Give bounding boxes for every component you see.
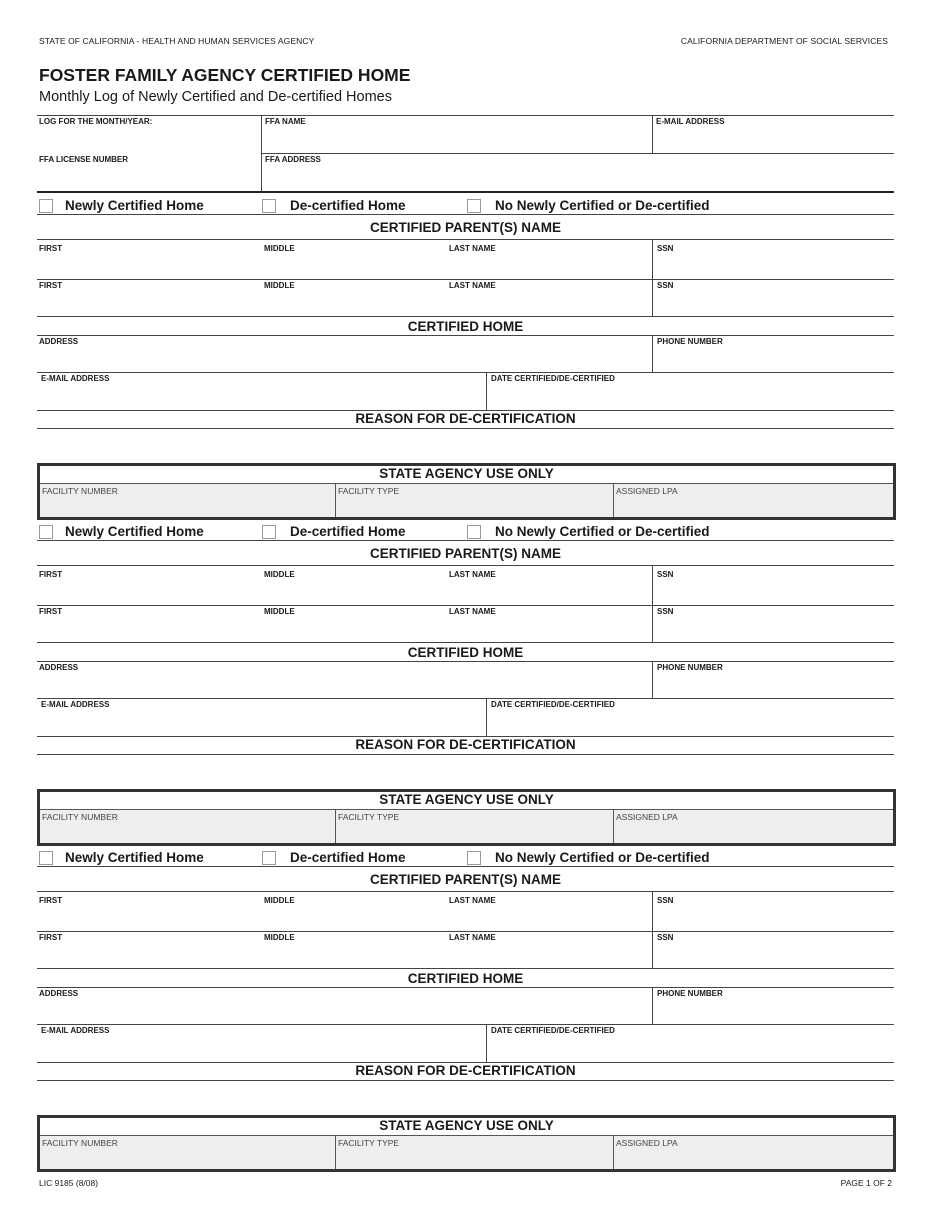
facility-number-label: FACILITY NUMBER <box>42 486 118 496</box>
home-phone-field[interactable]: PHONE NUMBER <box>657 989 723 998</box>
parent-last-name-field[interactable]: LAST NAME <box>449 281 496 290</box>
divider <box>37 987 894 988</box>
form-title: FOSTER FAMILY AGENCY CERTIFIED HOME <box>39 65 411 85</box>
facility-type-label: FACILITY TYPE <box>338 812 400 822</box>
parent-middle-name-field[interactable]: MIDDLE <box>264 244 295 253</box>
state-agency-box <box>37 1115 896 1172</box>
divider <box>37 372 894 373</box>
facility-number-field[interactable] <box>40 810 335 843</box>
parents-section-title: CERTIFIED PARENT(S) NAME <box>370 220 561 235</box>
no-change-label: No Newly Certified or De-certified <box>495 198 710 213</box>
divider <box>37 931 894 932</box>
newly-certified-label: Newly Certified Home <box>65 198 204 213</box>
divider <box>652 661 653 699</box>
reason-section-title: REASON FOR DE-CERTIFICATION <box>355 737 576 752</box>
divider <box>486 1024 487 1062</box>
state-agency-title: STATE AGENCY USE ONLY <box>379 1118 554 1133</box>
agency-name: STATE OF CALIFORNIA - HEALTH AND HUMAN SERVICES AGENCY <box>39 36 315 46</box>
no-change-checkbox[interactable] <box>467 851 481 865</box>
reason-field-rule[interactable] <box>37 754 894 755</box>
parent-middle-name-field[interactable]: MIDDLE <box>264 607 295 616</box>
divider <box>652 987 653 1025</box>
divider <box>486 372 487 410</box>
divider <box>37 1024 894 1025</box>
home-email-field[interactable]: E-MAIL ADDRESS <box>41 700 110 709</box>
parent-last-name-field[interactable]: LAST NAME <box>449 607 496 616</box>
newly-certified-checkbox[interactable] <box>39 199 53 213</box>
divider <box>652 115 653 154</box>
divider <box>37 605 894 606</box>
newly-certified-label: Newly Certified Home <box>65 524 204 539</box>
state-agency-title: STATE AGENCY USE ONLY <box>379 792 554 807</box>
divider <box>37 191 894 193</box>
reason-section-title: REASON FOR DE-CERTIFICATION <box>355 1063 576 1078</box>
parent-last-name-field[interactable]: LAST NAME <box>449 244 496 253</box>
divider <box>37 866 894 867</box>
assigned-lpa-field[interactable] <box>614 1136 893 1169</box>
date-certified-field[interactable]: DATE CERTIFIED/DE-CERTIFIED <box>491 1026 615 1035</box>
parent-first-name-field[interactable]: FIRST <box>39 896 63 905</box>
home-phone-field[interactable]: PHONE NUMBER <box>657 337 723 346</box>
parent-ssn-field[interactable]: SSN <box>657 896 674 905</box>
page-number: PAGE 1 OF 2 <box>840 1178 892 1188</box>
divider <box>652 335 653 373</box>
state-agency-box <box>37 463 896 520</box>
state-agency-box <box>37 789 896 846</box>
reason-section-title: REASON FOR DE-CERTIFICATION <box>355 411 576 426</box>
state-agency-title: STATE AGENCY USE ONLY <box>379 466 554 481</box>
home-address-field[interactable]: ADDRESS <box>39 663 79 672</box>
reason-field-rule[interactable] <box>37 428 894 429</box>
home-address-field[interactable]: ADDRESS <box>39 989 79 998</box>
decertified-checkbox[interactable] <box>262 851 276 865</box>
parent-ssn-field[interactable]: SSN <box>657 570 674 579</box>
facility-type-label: FACILITY TYPE <box>338 1138 400 1148</box>
divider <box>652 891 653 969</box>
ffa-email-field[interactable]: E-MAIL ADDRESS <box>656 117 725 126</box>
divider <box>37 968 894 969</box>
divider <box>37 891 894 892</box>
no-change-label: No Newly Certified or De-certified <box>495 524 710 539</box>
assigned-lpa-label: ASSIGNED LPA <box>616 1138 678 1148</box>
facility-type-field[interactable] <box>336 810 613 843</box>
facility-number-field[interactable] <box>40 1136 335 1169</box>
form-number: LIC 9185 (8/08) <box>39 1178 99 1188</box>
facility-number-label: FACILITY NUMBER <box>42 1138 118 1148</box>
ffa-license-number-field[interactable]: FFA LICENSE NUMBER <box>39 155 129 164</box>
divider <box>37 661 894 662</box>
facility-number-field[interactable] <box>40 484 335 517</box>
newly-certified-checkbox[interactable] <box>39 851 53 865</box>
assigned-lpa-label: ASSIGNED LPA <box>616 812 678 822</box>
decertified-label: De-certified Home <box>290 850 406 865</box>
home-email-field[interactable]: E-MAIL ADDRESS <box>41 1026 110 1035</box>
form-subtitle: Monthly Log of Newly Certified and De-certified Homes <box>39 89 392 105</box>
decertified-label: De-certified Home <box>290 198 406 213</box>
ffa-address-field[interactable]: FFA ADDRESS <box>265 155 321 164</box>
divider <box>37 698 894 699</box>
state-agency-fields <box>40 809 893 843</box>
date-certified-field[interactable]: DATE CERTIFIED/DE-CERTIFIED <box>491 374 615 383</box>
parent-middle-name-field[interactable]: MIDDLE <box>264 570 295 579</box>
divider <box>261 153 894 154</box>
divider <box>37 316 894 317</box>
facility-type-field[interactable] <box>336 1136 613 1169</box>
divider <box>37 565 894 566</box>
parents-section-title: CERTIFIED PARENT(S) NAME <box>370 872 561 887</box>
parent-first-name-field[interactable]: FIRST <box>39 570 63 579</box>
top-rule <box>37 115 894 116</box>
parent-first-name-field[interactable]: FIRST <box>39 281 63 290</box>
parent-ssn-field[interactable]: SSN <box>657 244 674 253</box>
decertified-checkbox[interactable] <box>262 199 276 213</box>
no-change-checkbox[interactable] <box>467 199 481 213</box>
no-change-label: No Newly Certified or De-certified <box>495 850 710 865</box>
ffa-name-field[interactable]: FFA NAME <box>265 117 306 126</box>
parent-first-name-field[interactable]: FIRST <box>39 933 63 942</box>
decertified-label: De-certified Home <box>290 524 406 539</box>
parent-middle-name-field[interactable]: MIDDLE <box>264 281 295 290</box>
divider <box>37 239 894 240</box>
department-name: CALIFORNIA DEPARTMENT OF SOCIAL SERVICES <box>680 36 888 46</box>
divider <box>37 214 894 215</box>
state-agency-fields <box>40 483 893 517</box>
assigned-lpa-label: ASSIGNED LPA <box>616 486 678 496</box>
assigned-lpa-field[interactable] <box>614 810 893 843</box>
reason-field-rule[interactable] <box>37 1080 894 1081</box>
log-month-year-field[interactable]: LOG FOR THE MONTH/YEAR: <box>39 117 153 126</box>
home-section-title: CERTIFIED HOME <box>407 971 524 986</box>
newly-certified-label: Newly Certified Home <box>65 850 204 865</box>
state-agency-fields <box>40 1135 893 1169</box>
parent-ssn-field[interactable]: SSN <box>657 281 674 290</box>
parent-middle-name-field[interactable]: MIDDLE <box>264 933 295 942</box>
date-certified-field[interactable]: DATE CERTIFIED/DE-CERTIFIED <box>491 700 615 709</box>
home-section-title: CERTIFIED HOME <box>407 645 524 660</box>
divider <box>37 642 894 643</box>
divider <box>652 239 653 317</box>
divider <box>37 540 894 541</box>
parent-ssn-field[interactable]: SSN <box>657 607 674 616</box>
parent-middle-name-field[interactable]: MIDDLE <box>264 896 295 905</box>
divider <box>486 698 487 736</box>
parent-ssn-field[interactable]: SSN <box>657 933 674 942</box>
home-email-field[interactable]: E-MAIL ADDRESS <box>41 374 110 383</box>
home-section-title: CERTIFIED HOME <box>407 319 524 334</box>
divider <box>37 279 894 280</box>
facility-number-label: FACILITY NUMBER <box>42 812 118 822</box>
home-address-field[interactable]: ADDRESS <box>39 337 79 346</box>
parent-last-name-field[interactable]: LAST NAME <box>449 933 496 942</box>
decertified-checkbox[interactable] <box>262 525 276 539</box>
facility-type-label: FACILITY TYPE <box>338 486 400 496</box>
parents-section-title: CERTIFIED PARENT(S) NAME <box>370 546 561 561</box>
assigned-lpa-field[interactable] <box>614 484 893 517</box>
parent-first-name-field[interactable]: FIRST <box>39 244 63 253</box>
parent-last-name-field[interactable]: LAST NAME <box>449 896 496 905</box>
no-change-checkbox[interactable] <box>467 525 481 539</box>
parent-last-name-field[interactable]: LAST NAME <box>449 570 496 579</box>
facility-type-field[interactable] <box>336 484 613 517</box>
divider <box>37 335 894 336</box>
home-phone-field[interactable]: PHONE NUMBER <box>657 663 723 672</box>
divider <box>652 565 653 643</box>
newly-certified-checkbox[interactable] <box>39 525 53 539</box>
parent-first-name-field[interactable]: FIRST <box>39 607 63 616</box>
